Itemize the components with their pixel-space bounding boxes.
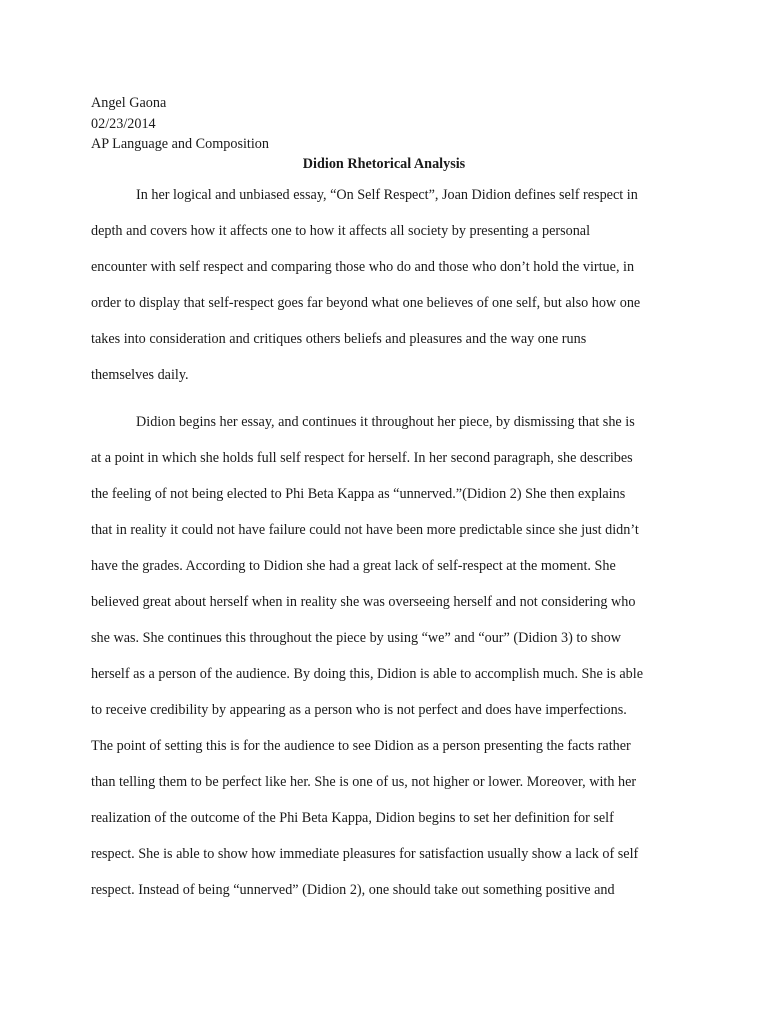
paragraph-line: to receive credibility by appearing as a person who is not perfect and does have imperfections. xyxy=(91,702,627,718)
paragraph-line: herself as a person of the audience. By doing this, Didion is able to accomplish much. She is able xyxy=(91,666,644,682)
paragraph-line: depth and covers how it affects one to how it affects all society by presenting a personal xyxy=(91,223,591,239)
paragraph-line: order to display that self-respect goes far beyond what one believes of one self, but also how one xyxy=(91,295,641,311)
paragraph-line: realization of the outcome of the Phi Beta Kappa, Didion begins to set her definition for self xyxy=(91,810,614,826)
paragraph-line: encounter with self respect and comparing those who do and those who don’t hold the virtue, in xyxy=(91,259,635,275)
paragraph-line: at a point in which she holds full self respect for herself. In her second paragraph, she describes xyxy=(91,450,633,466)
paragraph-line: takes into consideration and critiques others beliefs and pleasures and the way one runs xyxy=(91,331,587,347)
paragraph-line: respect. Instead of being “unnerved” (Didion 2), one should take out something positive and xyxy=(91,882,615,898)
paragraph-line: than telling them to be perfect like her. She is one of us, not higher or lower. Moreover, with her xyxy=(91,774,637,790)
document-date: 02/23/2014 xyxy=(91,115,156,132)
course-name: AP Language and Composition xyxy=(91,136,269,152)
paragraph-line: that in reality it could not have failure could not have been more predictable since she just didn’t xyxy=(91,522,639,538)
paragraph-line: respect. She is able to show how immediate pleasures for satisfaction usually show a lack of self xyxy=(91,846,639,862)
paragraph-line: The point of setting this is for the audience to see Didion as a person presenting the facts rather xyxy=(91,738,631,754)
paragraph-line: have the grades. According to Didion she had a great lack of self-respect at the moment. She xyxy=(91,558,616,574)
document-title: Didion Rhetorical Analysis xyxy=(302,156,466,172)
paragraph-line: believed great about herself when in reality she was overseeing herself and not considering who xyxy=(91,594,636,610)
paragraph-line: the feeling of not being elected to Phi Beta Kappa as “unnerved.”(Didion 2) She then explains xyxy=(91,486,626,502)
paragraph-line: Didion begins her essay, and continues it throughout her piece, by dismissing that she is xyxy=(136,414,635,430)
paragraph-line: she was. She continues this throughout the piece by using “we” and “our” (Didion 3) to show xyxy=(91,630,621,646)
paragraph-line: themselves daily. xyxy=(91,367,189,383)
paragraph-line: In her logical and unbiased essay, “On Self Respect”, Joan Didion defines self respect in xyxy=(136,187,638,203)
document-header xyxy=(91,93,269,155)
author-name: Angel Gaona xyxy=(91,95,167,111)
